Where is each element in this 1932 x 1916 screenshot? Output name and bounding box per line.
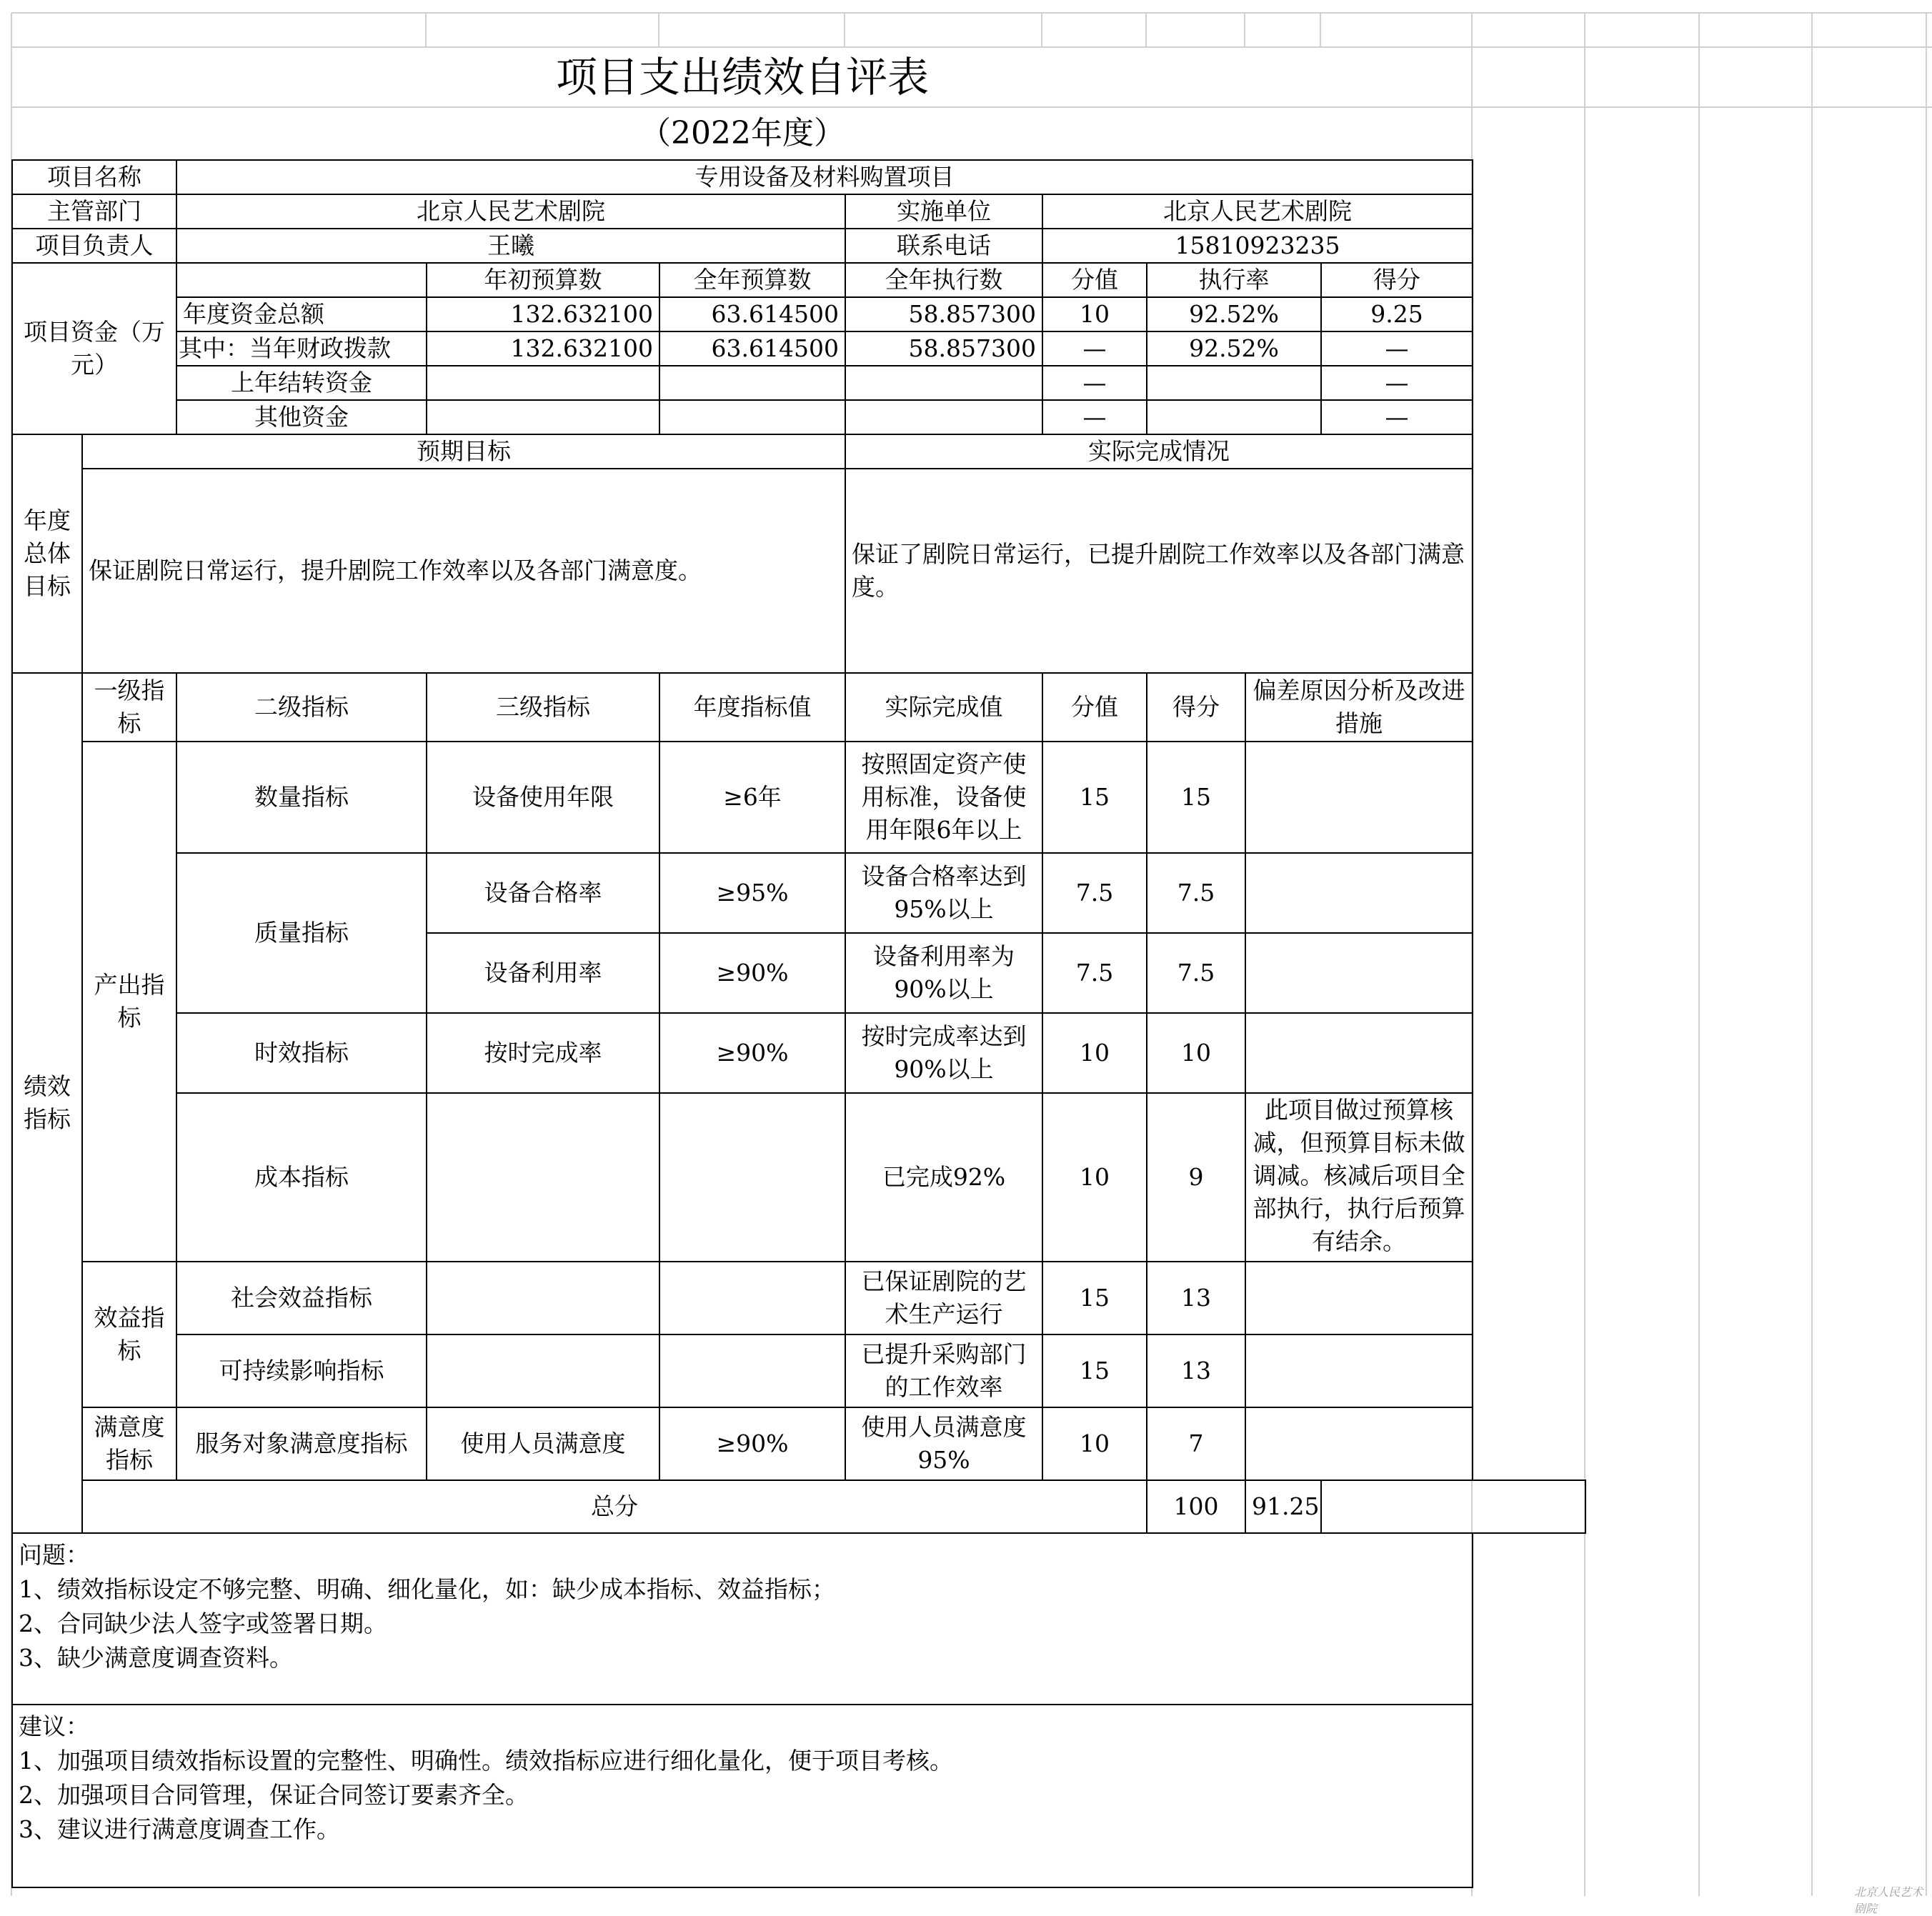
target-cell	[659, 1262, 845, 1334]
suggestions-section	[12, 1705, 1473, 1887]
deviation-cell	[1245, 853, 1473, 933]
level3-cell: 按时完成率	[427, 1013, 659, 1093]
satisfaction-indicators-label: 满意度指标	[82, 1407, 176, 1480]
funds-header-annual: 全年预算数	[659, 263, 845, 297]
score-value-cell: 7.5	[1042, 853, 1147, 933]
funds-header-executed: 全年执行数	[845, 263, 1042, 297]
level3-cell: 设备使用年限	[427, 742, 659, 853]
dept-value: 北京人民艺术剧院	[176, 194, 845, 229]
deviation-cell	[1245, 1334, 1473, 1407]
funds-row-score: 9.25	[1321, 297, 1473, 331]
perf-header-level1: 一级指标	[82, 673, 176, 742]
deviation-cell	[1245, 1013, 1473, 1093]
score-value-cell: 15	[1042, 1334, 1147, 1407]
score-value-cell: 10	[1042, 1407, 1147, 1480]
target-cell	[659, 1334, 845, 1407]
project-name: 专用设备及材料购置项目	[176, 160, 1473, 194]
level2-cell: 服务对象满意度指标	[176, 1407, 427, 1480]
perf-header-level2: 二级指标	[176, 673, 427, 742]
score-value-cell: 15	[1042, 742, 1147, 853]
funds-row-initial	[427, 400, 659, 434]
perf-header-score-value: 分值	[1042, 673, 1147, 742]
level2-cell: 时效指标	[176, 1013, 427, 1093]
score-cell: 15	[1147, 742, 1245, 853]
suggestions-heading: 建议：	[19, 1712, 89, 1740]
level3-cell	[427, 1093, 659, 1262]
output-indicators-label: 产出指标	[82, 742, 176, 1262]
funds-row-annual	[659, 366, 845, 400]
target-cell	[659, 1093, 845, 1262]
funds-header-rate: 执行率	[1147, 263, 1321, 297]
score-value-cell: 7.5	[1042, 933, 1147, 1013]
problem-item: 2、合同缺少法人签字或签署日期。	[19, 1610, 387, 1637]
page-title: 项目支出绩效自评表	[555, 53, 929, 101]
funds-row-rate: 92.52%	[1147, 297, 1321, 331]
funds-row-score-value: 10	[1042, 297, 1147, 331]
score-cell: 9	[1147, 1093, 1245, 1262]
deviation-cell	[1245, 1407, 1473, 1480]
funds-row-executed: 58.857300	[845, 297, 1042, 331]
actual-cell: 已提升采购部门的工作效率	[845, 1334, 1042, 1407]
score-cell: 13	[1147, 1334, 1245, 1407]
funds-row-score: —	[1321, 366, 1473, 400]
funds-row-rate: 92.52%	[1147, 331, 1321, 366]
deviation-cell	[1245, 742, 1473, 853]
level3-cell: 设备利用率	[427, 933, 659, 1013]
level2-cell: 数量指标	[176, 742, 427, 853]
deviation-cell	[1245, 933, 1473, 1013]
perf-header-level3: 三级指标	[427, 673, 659, 742]
watermark-logo: 北京人民艺术剧院	[1854, 1885, 1923, 1915]
self-evaluation-sheet	[11, 0, 1921, 1888]
suggestion-item: 2、加强项目合同管理，保证合同签订要素齐全。	[19, 1781, 529, 1809]
funds-row-rate	[1147, 400, 1321, 434]
lead-value: 王曦	[176, 229, 845, 263]
funds-row-name: 其他资金	[176, 400, 427, 434]
deviation-cell	[1245, 1262, 1473, 1334]
actual-cell: 按时完成率达到90%以上	[845, 1013, 1042, 1093]
target-cell: ≥90%	[659, 1407, 845, 1480]
impl-label: 实施单位	[845, 194, 1042, 229]
project-name-label: 项目名称	[12, 160, 176, 194]
performance-indicators-label: 绩效指标	[12, 673, 82, 1533]
actual-goal-text: 保证了剧院日常运行，已提升剧院工作效率以及各部门满意度。	[845, 469, 1473, 673]
funds-row-score-value: —	[1042, 400, 1147, 434]
funds-row-executed	[845, 366, 1042, 400]
score-value-cell: 10	[1042, 1013, 1147, 1093]
level3-cell	[427, 1262, 659, 1334]
funds-row-score: —	[1321, 400, 1473, 434]
problems-section	[12, 1533, 1473, 1705]
perf-header-deviation: 偏差原因分析及改进措施	[1245, 673, 1473, 742]
phone-value: 15810923235	[1042, 229, 1473, 263]
funds-row-annual	[659, 400, 845, 434]
score-cell: 10	[1147, 1013, 1245, 1093]
funds-header-score-value: 分值	[1042, 263, 1147, 297]
funds-row-annual: 63.614500	[659, 297, 845, 331]
target-cell: ≥95%	[659, 853, 845, 933]
funds-row-initial: 132.632100	[427, 297, 659, 331]
score-cell: 7.5	[1147, 933, 1245, 1013]
perf-header-target: 年度指标值	[659, 673, 845, 742]
total-label: 总分	[82, 1480, 1147, 1533]
funds-row-annual: 63.614500	[659, 331, 845, 366]
level2-cell: 可持续影响指标	[176, 1334, 427, 1407]
funds-row-name: 年度资金总额	[176, 297, 427, 331]
funds-label: 项目资金（万元）	[12, 263, 176, 434]
problem-item: 3、缺少满意度调查资料。	[19, 1644, 293, 1672]
year-subtitle: （2022年度）	[639, 114, 845, 151]
funds-row-name: 上年结转资金	[176, 366, 427, 400]
deviation-cell: 此项目做过预算核减，但预算目标未做调减。核减后项目全部执行，执行后预算有结余。	[1245, 1093, 1473, 1262]
target-cell: ≥90%	[659, 1013, 845, 1093]
score-cell: 7	[1147, 1407, 1245, 1480]
funds-row-rate	[1147, 366, 1321, 400]
phone-label: 联系电话	[845, 229, 1042, 263]
funds-header-initial: 年初预算数	[427, 263, 659, 297]
score-cell: 7.5	[1147, 853, 1245, 933]
funds-row-name: 其中：当年财政拨款	[176, 331, 427, 366]
funds-row-score: —	[1321, 331, 1473, 366]
score-value-cell: 15	[1042, 1262, 1147, 1334]
dept-label: 主管部门	[12, 194, 176, 229]
level3-cell	[427, 1334, 659, 1407]
suggestion-item: 1、加强项目绩效指标设置的完整性、明确性。绩效指标应进行细化量化，便于项目考核。	[19, 1747, 953, 1775]
total-score: 91.25	[1245, 1480, 1321, 1533]
expected-goal-header: 预期目标	[82, 434, 845, 469]
total-score-value: 100	[1147, 1480, 1245, 1533]
actual-cell: 已保证剧院的艺术生产运行	[845, 1262, 1042, 1334]
suggestion-item: 3、建议进行满意度调查工作。	[19, 1815, 340, 1843]
annual-goal-label: 年度总体目标	[12, 434, 82, 673]
perf-header-actual: 实际完成值	[845, 673, 1042, 742]
funds-row-executed	[845, 400, 1042, 434]
funds-row-initial	[427, 366, 659, 400]
actual-cell: 设备合格率达到95%以上	[845, 853, 1042, 933]
actual-cell: 已完成92%	[845, 1093, 1042, 1262]
target-cell: ≥90%	[659, 933, 845, 1013]
score-cell: 13	[1147, 1262, 1245, 1334]
level3-cell: 使用人员满意度	[427, 1407, 659, 1480]
funds-row-executed: 58.857300	[845, 331, 1042, 366]
benefit-indicators-label: 效益指标	[82, 1262, 176, 1407]
problem-item: 1、绩效指标设定不够完整、明确、细化量化，如：缺少成本指标、效益指标；	[19, 1575, 835, 1603]
target-cell: ≥6年	[659, 742, 845, 853]
score-value-cell: 10	[1042, 1093, 1147, 1262]
funds-row-initial: 132.632100	[427, 331, 659, 366]
problems-heading: 问题：	[19, 1541, 89, 1569]
actual-cell: 按照固定资产使用标准，设备使用年限6年以上	[845, 742, 1042, 853]
impl-value: 北京人民艺术剧院	[1042, 194, 1473, 229]
expected-goal-text: 保证剧院日常运行，提升剧院工作效率以及各部门满意度。	[82, 469, 845, 673]
level3-cell: 设备合格率	[427, 853, 659, 933]
funds-header-score: 得分	[1321, 263, 1473, 297]
perf-header-score: 得分	[1147, 673, 1245, 742]
lead-label: 项目负责人	[12, 229, 176, 263]
actual-cell: 使用人员满意度95%	[845, 1407, 1042, 1480]
funds-row-score-value: —	[1042, 331, 1147, 366]
actual-goal-header: 实际完成情况	[845, 434, 1473, 469]
level2-cell: 成本指标	[176, 1093, 427, 1262]
level2-cell: 社会效益指标	[176, 1262, 427, 1334]
funds-row-score-value: —	[1042, 366, 1147, 400]
level2-cell: 质量指标	[176, 853, 427, 1013]
actual-cell: 设备利用率为90%以上	[845, 933, 1042, 1013]
